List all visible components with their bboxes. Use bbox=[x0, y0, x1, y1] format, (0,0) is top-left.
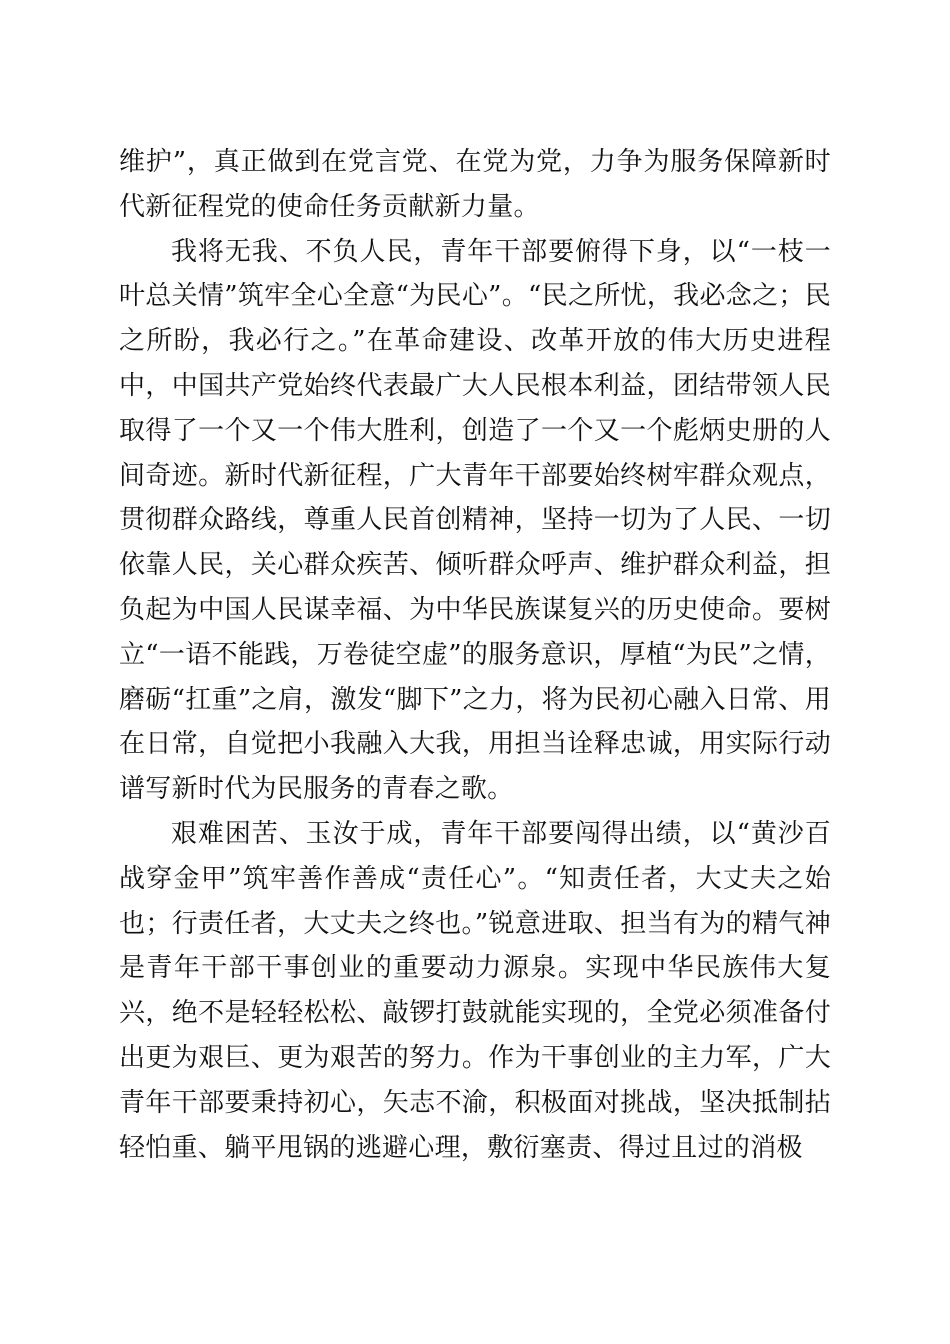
document-body bbox=[119, 140, 831, 1170]
paragraph-continuation: 维护”，真正做到在党言党、在党为党，力争为服务保障新时代新征程党的使命任务贡献新力量。 bbox=[119, 147, 831, 222]
paragraph-serve-the-people: 我将无我、不负人民，青年干部要俯得下身，以“一枝一叶总关情”筑牢全心全意“为民心”。“民之所忧，我必念之；民之所盼，我必行之。”在革命建设、改革开放的伟大历史进程中，中国共产党始终代表最广大人民根本利益，团结带领人民取得了一个又一个伟大胜利，创造了一个又一个彪炳史册的人间奇迹。新时代新征程，广大青年干部要始终树牢群众观点，贯彻群众路线，尊重人民首创精神，坚持一切为了人民、一切依靠人民，关心群众疾苦、倾听群众呼声、维护群众利益，担负起为中国人民谋幸福、为中华民族谋复兴的历史使命。要树立“一语不能践，万卷徒空虚”的服务意识，厚植“为民”之情，磨砺“扛重”之肩，激发“脚下”之力，将为民初心融入日常、用在日常，自觉把小我融入大我，用担当诠释忠诚，用实际行动谱写新时代为民服务的青春之歌。 bbox=[119, 236, 831, 805]
paragraph-responsibility: 艰难困苦、玉汝于成，青年干部要闯得出绩，以“黄沙百战穿金甲”筑牢善作善成“责任心”。“知责任者，大丈夫之始也；行责任者，大丈夫之终也。”锐意进取、担当有为的精气神是青年干部干事创业的重要动力源泉。实现中华民族伟大复兴，绝不是轻轻松松、敲锣打鼓就能实现的，全党必须准备付出更为艰巨、更为艰苦的努力。作为干事创业的主力军，广大青年干部要秉持初心，矢志不渝，积极面对挑战，坚决抵制拈轻怕重、躺平甩锅的逃避心理，敷衍塞责、得过且过的消极 bbox=[119, 818, 831, 1163]
